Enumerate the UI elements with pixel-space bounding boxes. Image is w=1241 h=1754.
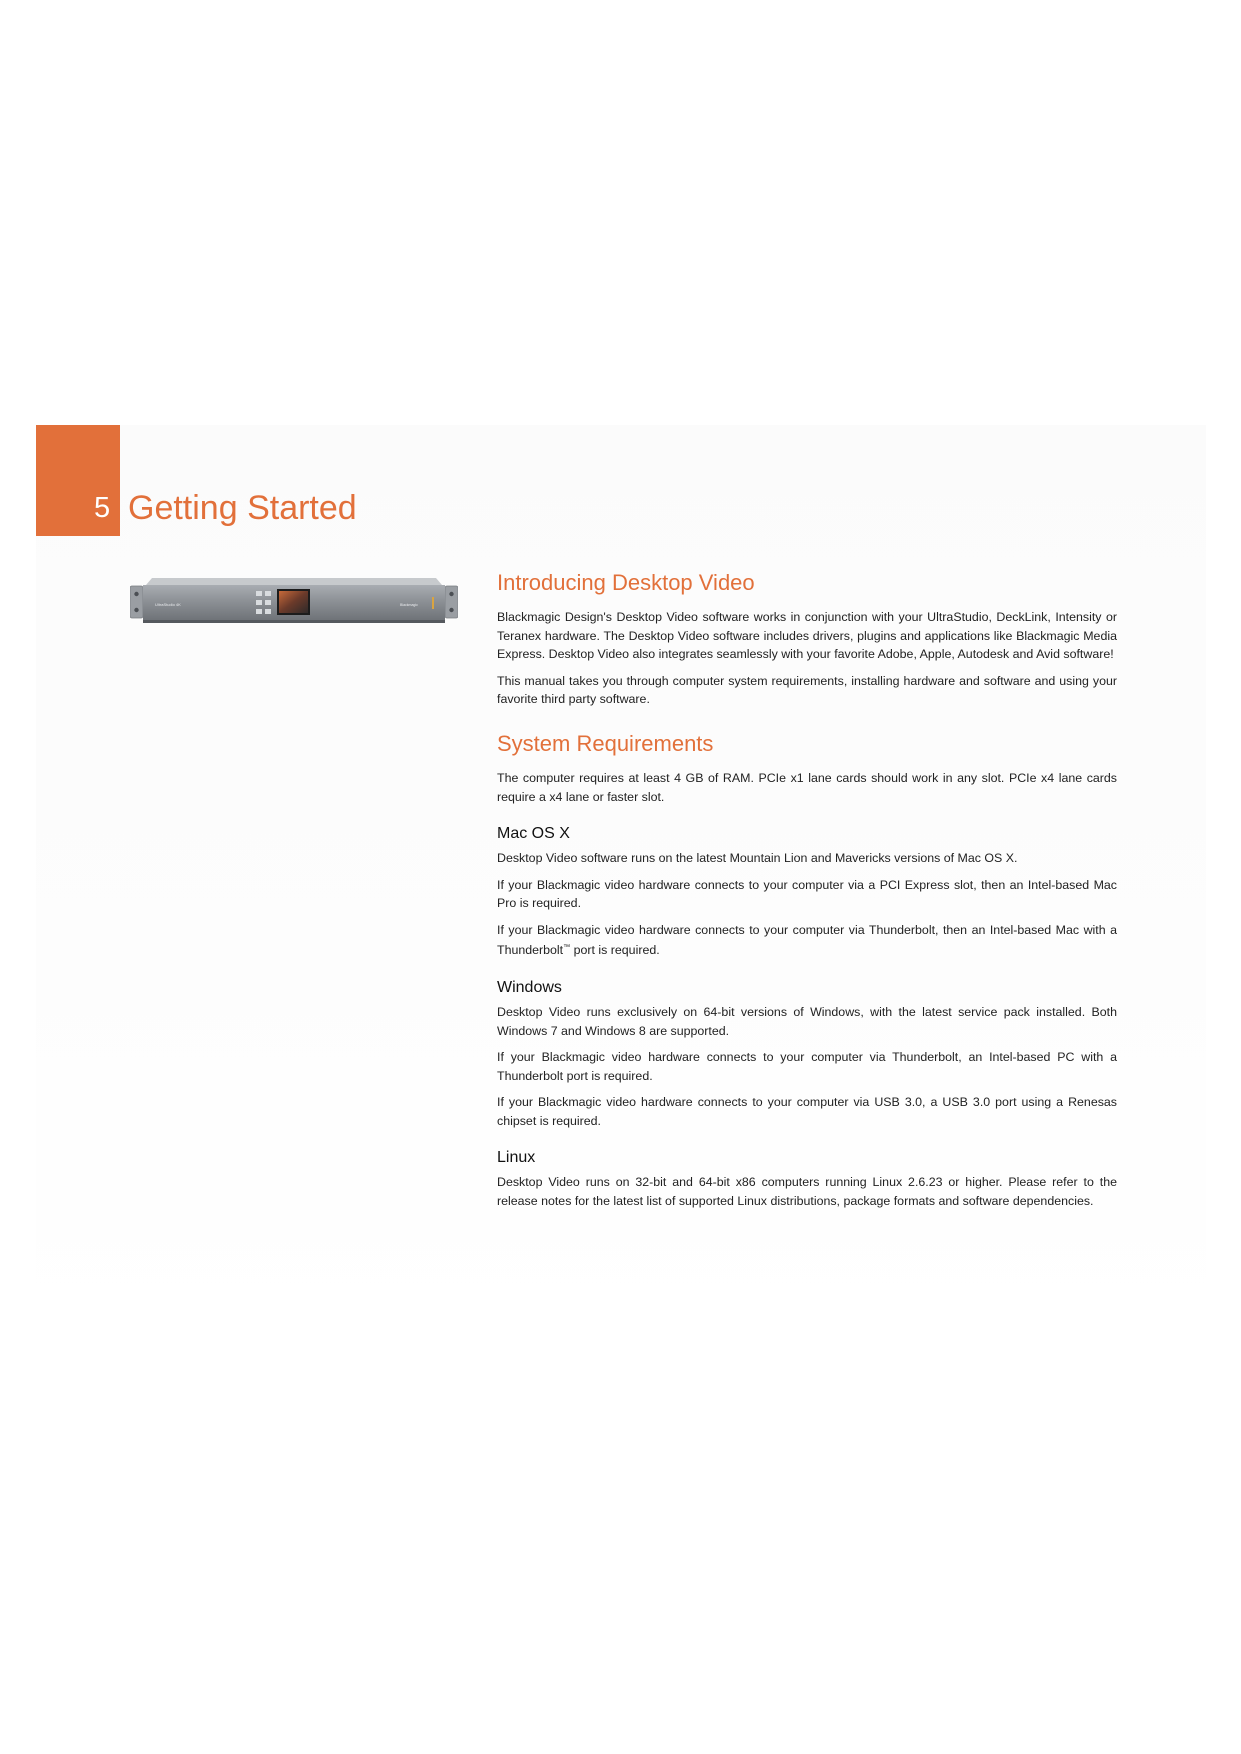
device-model-label: UltraStudio 4K xyxy=(155,602,181,607)
chapter-title: Getting Started xyxy=(128,489,357,527)
mac-paragraph-3 xyxy=(497,921,1117,960)
sysreq-paragraph: The computer requires at least 4 GB of RAM. PCIe x1 lane cards should work in any slot. PCIe x4 lane cards require a x4 lane or faster slot. xyxy=(497,771,1117,804)
rack-ear-left xyxy=(130,586,143,618)
windows-paragraph-1: Desktop Video runs exclusively on 64-bit versions of Windows, with the latest service pack installed. Both Windows 7 and Windows 8 are supported. xyxy=(497,1005,1117,1038)
heading-mac-os-x: Mac OS X xyxy=(497,825,570,843)
heading-introducing-desktop-video: Introducing Desktop Video xyxy=(497,570,755,595)
windows-paragraph-2: If your Blackmagic video hardware connects to your computer via Thunderbolt, an Intel-based PC with a Thunderbolt port is required. xyxy=(497,1050,1117,1083)
windows-paragraph-3: If your Blackmagic video hardware connects to your computer via USB 3.0, a USB 3.0 port using a Renesas chipset is required. xyxy=(497,1095,1117,1128)
power-indicator xyxy=(432,597,434,609)
mac-paragraph-3-end: port is required. xyxy=(570,943,660,958)
mac-paragraph-3-text: If your Blackmagic video hardware connects to your computer via Thunderbolt, then an Intel-based Mac with a Thunderbolt xyxy=(497,922,1117,958)
linux-paragraph: Desktop Video runs on 32-bit and 64-bit x86 computers running Linux 2.6.23 or higher. Please refer to the release notes for the latest list of supported Linux distributions, package formats and software dependencies. xyxy=(497,1175,1117,1208)
mac-paragraph-1: Desktop Video software runs on the latest Mountain Lion and Mavericks versions of Mac OS X. xyxy=(497,851,1018,866)
heading-linux: Linux xyxy=(497,1149,536,1167)
heading-windows: Windows xyxy=(497,979,562,997)
main-content xyxy=(497,570,1117,1218)
intro-paragraph-2: This manual takes you through computer system requirements, installing hardware and software and using your favorite third party software. xyxy=(497,673,1117,707)
intro-paragraph-1: Blackmagic Design's Desktop Video software works in conjunction with your UltraStudio, DeckLink, Intensity or Teranex hardware. The Desktop Video software includes drivers, plugins and applications like Blackmagic Media Express. Desktop Video also integrates seamlessly with your favorite Adobe, Apple, Autodesk and Avid software! xyxy=(497,610,1117,662)
ultrastudio-device-image xyxy=(130,577,458,627)
device-brand-label: Blackmagic xyxy=(400,603,418,607)
chapter-number: 5 xyxy=(94,492,111,524)
rack-ear-right xyxy=(445,586,458,618)
trademark-symbol: ™ xyxy=(563,944,571,952)
heading-system-requirements: System Requirements xyxy=(497,730,714,756)
mac-paragraph-2: If your Blackmagic video hardware connects to your computer via a PCI Express slot, then an Intel-based Mac Pro is required. xyxy=(497,877,1117,911)
device-top xyxy=(146,578,442,585)
